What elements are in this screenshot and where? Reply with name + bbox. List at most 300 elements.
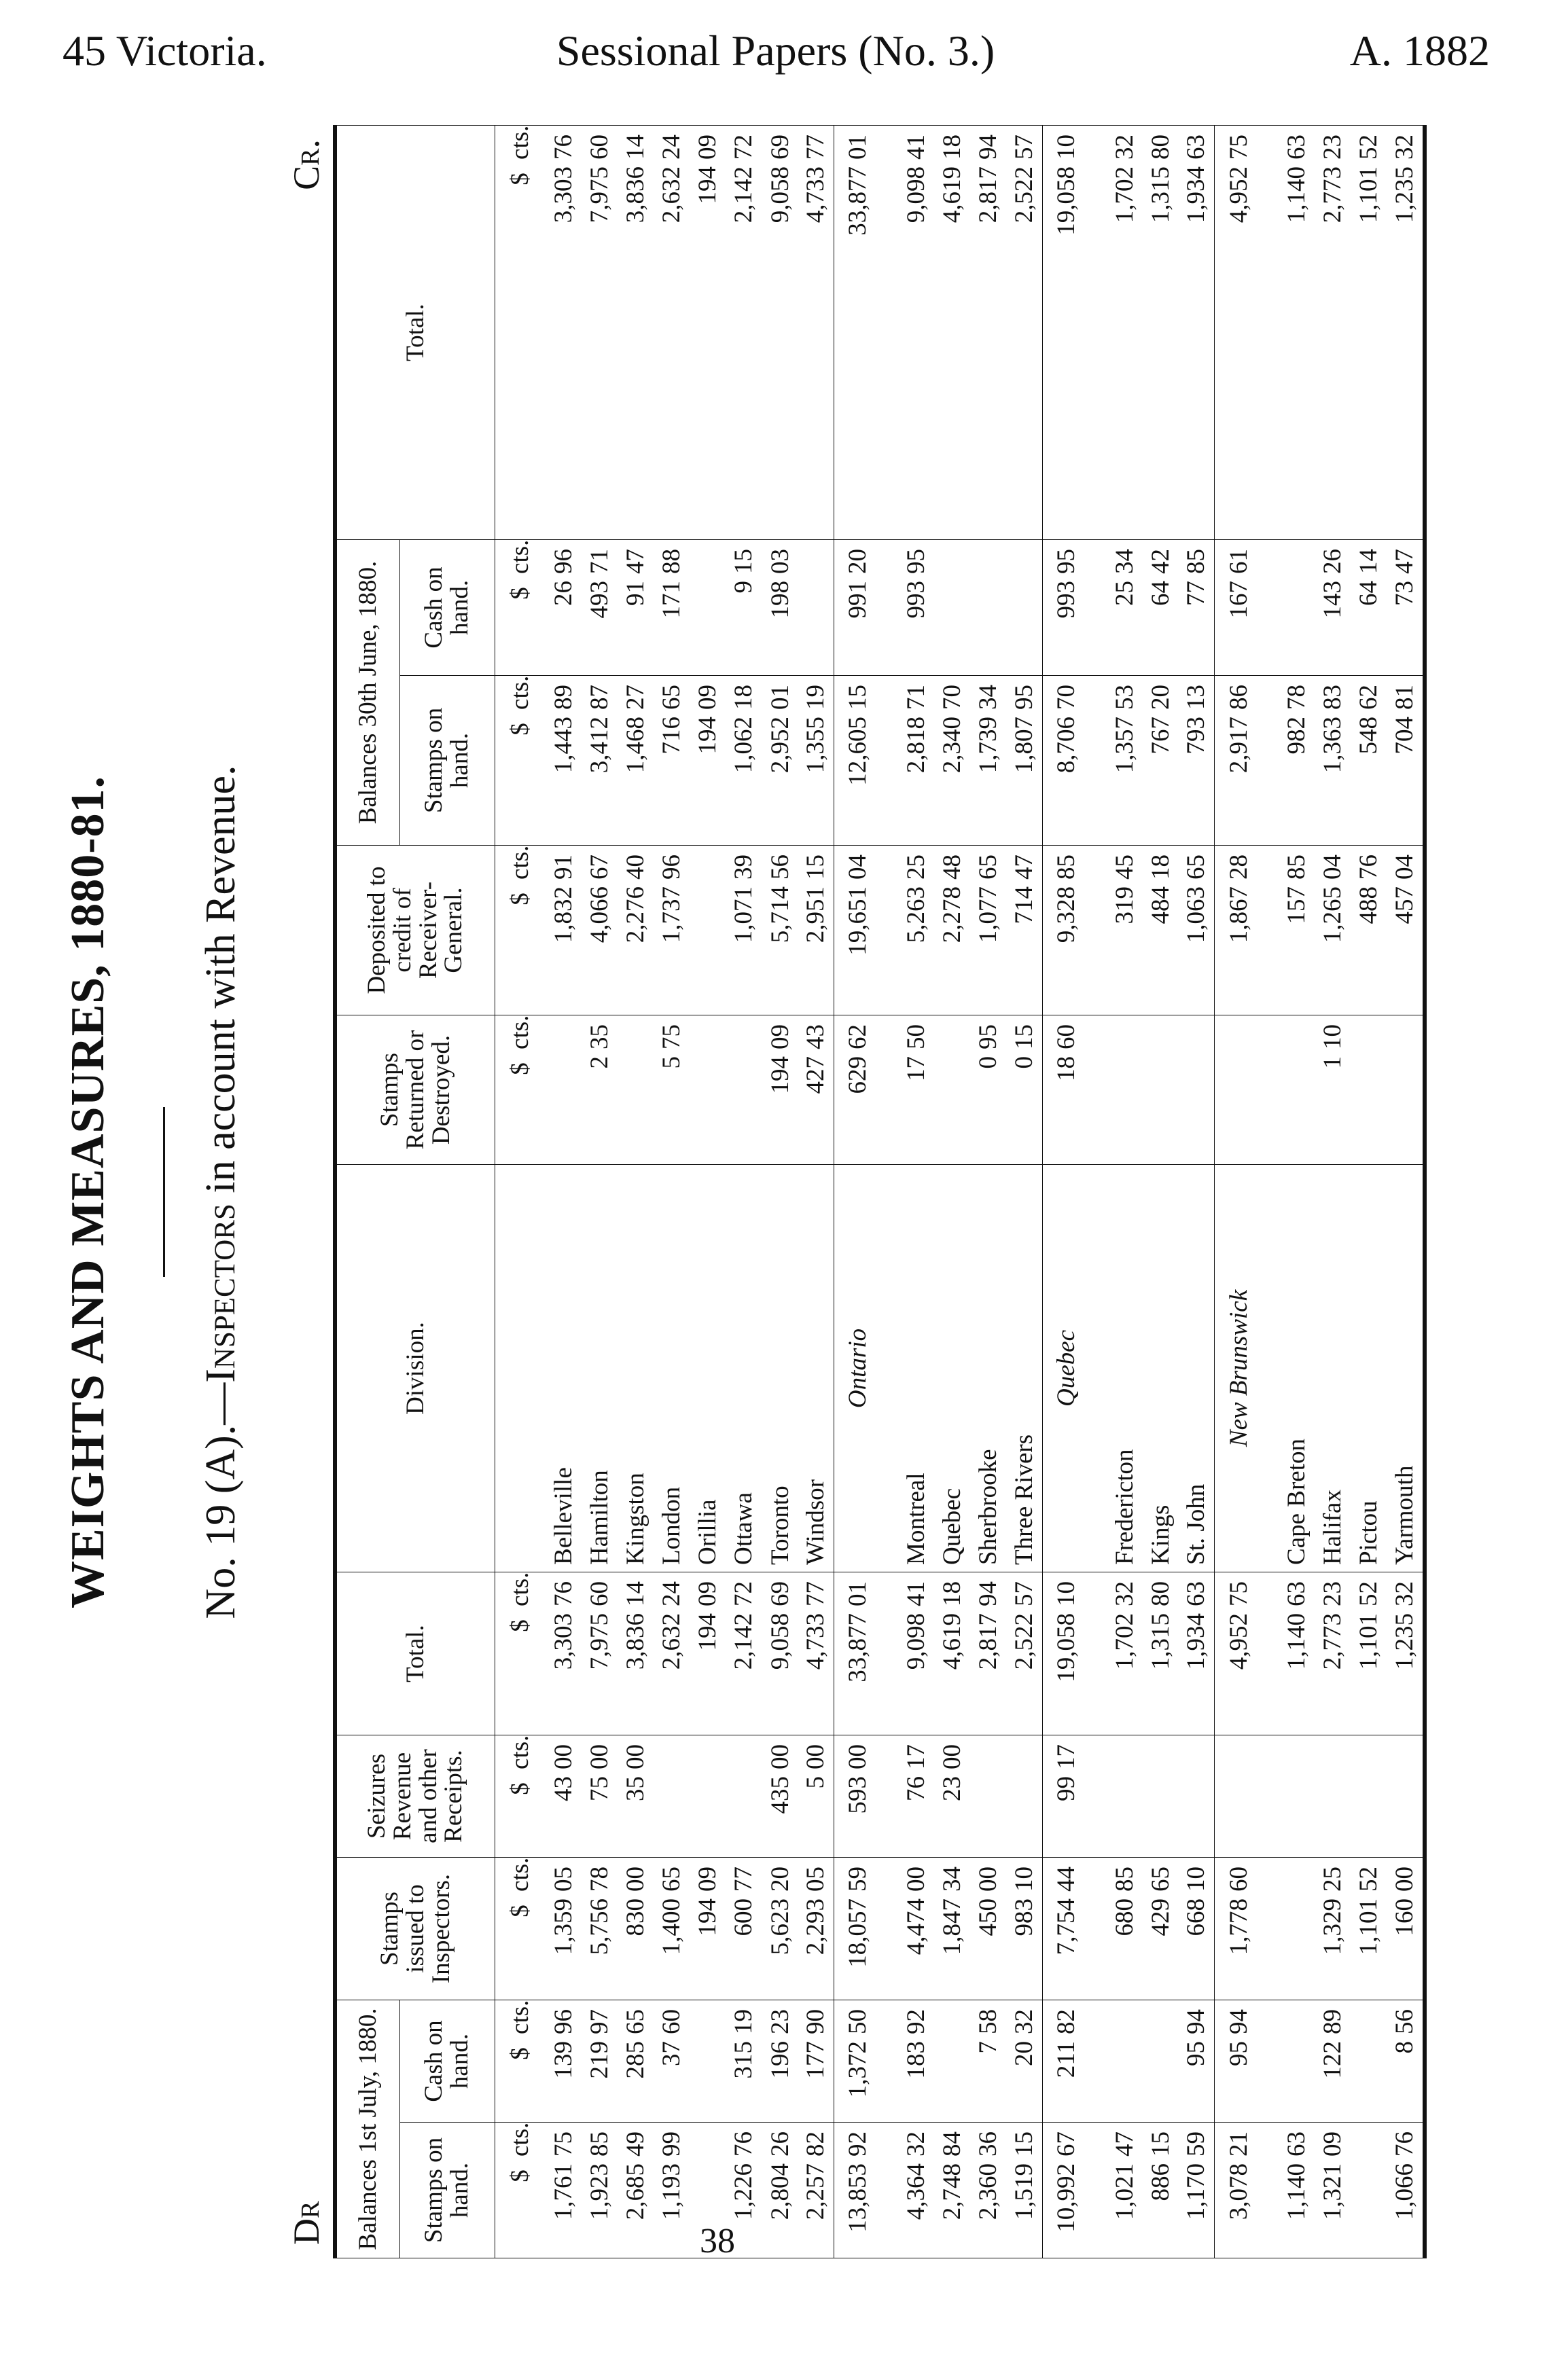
dollars: 488 [1355, 886, 1383, 924]
dollars: 1,140 [1283, 2163, 1311, 2220]
amount-cell [834, 539, 882, 675]
cents: 85 [586, 2131, 613, 2157]
dollars: 2,340 [938, 716, 967, 774]
dollars: 4,474 [902, 1898, 930, 1955]
amount-cell [834, 675, 882, 845]
amount-cell [1215, 675, 1262, 845]
cents: 15 [1010, 2131, 1038, 2157]
credit-label: Cr. [286, 139, 327, 190]
table-row [1106, 125, 1142, 2258]
amount-cell [1179, 2000, 1215, 2122]
dollars: 1,063 [1182, 886, 1211, 943]
dollars: 1,359 [549, 1898, 577, 1955]
cents: 47 [1010, 854, 1038, 880]
dollars: 285 [622, 2040, 650, 2079]
amount-cell [1006, 845, 1042, 1015]
dollars: 2,773 [1319, 166, 1347, 223]
division-cell: Belleville [546, 1164, 582, 1572]
cents: 09 [694, 1581, 722, 1606]
amount-cell [1143, 1015, 1179, 1164]
spacer-row [1262, 125, 1279, 2258]
amount-cell [618, 1735, 654, 1857]
amount-cell [1279, 2000, 1315, 2122]
dollars: 1,737 [658, 886, 686, 943]
inspectors-revenue-table [333, 125, 1427, 2258]
cents: 05 [549, 1866, 577, 1892]
amount-cell [1042, 1572, 1090, 1735]
dollars: 1,140 [1283, 1612, 1311, 1670]
amount-cell [1315, 539, 1351, 675]
cents: 17 [1052, 1744, 1081, 1769]
dollars: 1,934 [1182, 1612, 1211, 1670]
amount-cell [1315, 845, 1351, 1015]
dollars: 1,062 [730, 716, 758, 774]
cents: 10 [1319, 1024, 1347, 1049]
amount-cell [762, 125, 798, 539]
dollars: 3,078 [1224, 2163, 1253, 2220]
cents: 20 [766, 1866, 794, 1892]
header-stamps-returned: Stamps Returned or Destroyed. [335, 1015, 495, 1164]
cents: 56 [766, 854, 794, 880]
dollars: 668 [1182, 1898, 1211, 1936]
amount-cell [618, 845, 654, 1015]
dollars: 629 [844, 1056, 872, 1094]
header-cash-on-hand: Cash on hand. [399, 2000, 495, 2122]
dollars: 2,632 [658, 166, 686, 223]
amount-cell [1387, 1735, 1425, 1857]
cents: 10 [1052, 1581, 1081, 1606]
cents: 23 [766, 2008, 794, 2034]
amount-cell [1179, 1857, 1215, 2000]
header-division: Division. [335, 1164, 495, 1572]
cents: 09 [1319, 2131, 1347, 2157]
amount-cell [1179, 675, 1215, 845]
dollars: 19,058 [1052, 1612, 1081, 1682]
amount-cell [1179, 1015, 1215, 1164]
dollars: 4,733 [802, 166, 830, 223]
division-cell: London [654, 1164, 690, 1572]
amount-cell [1006, 1015, 1042, 1164]
cents: 00 [844, 1744, 872, 1769]
cents: 70 [1052, 684, 1081, 710]
cents: 44 [1052, 1866, 1081, 1892]
amount-cell [1315, 2000, 1351, 2122]
dollars: 8 [1391, 2040, 1419, 2054]
cents: 24 [658, 134, 686, 160]
dollars: 1,400 [658, 1898, 686, 1955]
dollars: 2,522 [1010, 1612, 1038, 1670]
amount-cell [1315, 2123, 1351, 2258]
dollars: 2,748 [938, 2163, 967, 2220]
amount-cell [1279, 845, 1315, 1015]
dollars: 4,619 [938, 166, 967, 223]
dollars: 1,329 [1319, 1898, 1347, 1955]
table-row [546, 125, 582, 2258]
amount-cell [1179, 1572, 1215, 1735]
cents: 80 [1146, 134, 1175, 160]
amount-cell [1042, 1015, 1090, 1164]
dollars: 7,754 [1052, 1898, 1081, 1955]
cents: 34 [974, 684, 1003, 710]
dollars: 194 [694, 166, 722, 204]
cents: 45 [1110, 854, 1139, 880]
cents: 77 [802, 1581, 830, 1606]
amount-cell [1351, 1015, 1387, 1164]
amount-cell [1042, 125, 1090, 539]
dollars: 33,877 [844, 1612, 872, 1682]
cents: 95 [1052, 548, 1081, 574]
dollars: 7 [974, 2040, 1003, 2054]
amount-cell [1215, 2123, 1262, 2258]
division-cell: Kingston [618, 1164, 654, 1572]
amount-cell [618, 539, 654, 675]
amount-cell [798, 2123, 834, 2258]
amount-cell [762, 675, 798, 845]
dollars: 1,235 [1391, 166, 1419, 223]
dollars: 9,058 [766, 166, 794, 223]
cents: 35 [586, 1024, 613, 1049]
amount-cell [970, 1015, 1006, 1164]
division-cell: Halifax [1315, 1164, 1351, 1572]
dollars: 457 [1391, 886, 1419, 924]
dollars: 194 [694, 716, 722, 755]
amount-cell [690, 2000, 726, 2122]
dollars: 19,651 [844, 886, 872, 956]
dollars: 484 [1146, 886, 1175, 924]
amount-cell [1351, 1857, 1387, 2000]
dollars: 1,702 [1110, 1612, 1139, 1670]
cents: 97 [586, 2008, 613, 2034]
amount-cell [1006, 675, 1042, 845]
cents: 00 [902, 1866, 930, 1892]
table-row [654, 125, 690, 2258]
dollars: 3,836 [622, 1612, 650, 1670]
cents: 89 [549, 684, 577, 710]
amount-cell [834, 2000, 882, 2122]
cents: 18 [938, 134, 967, 160]
dollars: 2,278 [938, 886, 967, 943]
cents: 03 [766, 548, 794, 574]
amount-cell [934, 2000, 970, 2122]
table-row [970, 125, 1006, 2258]
cents: 69 [766, 1581, 794, 1606]
amount-cell [970, 125, 1006, 539]
header-total-dr: Total. [335, 1572, 495, 1735]
amount-cell [934, 125, 970, 539]
cents: 49 [622, 2131, 650, 2157]
dollars: 1,778 [1224, 1898, 1253, 1955]
cents: 95 [974, 1024, 1003, 1049]
amount-cell [898, 2000, 934, 2122]
amount-cell [1215, 845, 1262, 1015]
dollars: 427 [802, 1056, 830, 1094]
cents: 76 [1355, 854, 1383, 880]
cents: 15 [844, 684, 872, 710]
amount-cell [1279, 1015, 1315, 1164]
cents: 63 [1283, 2131, 1311, 2157]
cents: 67 [586, 854, 613, 880]
amount-cell [834, 1572, 882, 1735]
amount-cell [934, 675, 970, 845]
dollars: 1,761 [549, 2163, 577, 2220]
amount-cell [654, 845, 690, 1015]
cents: 52 [1355, 1581, 1383, 1606]
dollars: 983 [1010, 1898, 1038, 1936]
cents: 26 [1319, 548, 1347, 574]
dollars: 1,077 [974, 886, 1003, 943]
amount-cell [546, 845, 582, 1015]
dollars: 1,226 [730, 2163, 758, 2220]
dollars: 2,257 [802, 2163, 830, 2220]
cents: 32 [1110, 134, 1139, 160]
amount-cell [1006, 2123, 1042, 2258]
table-row [1387, 125, 1425, 2258]
dollars: 5,623 [766, 1898, 794, 1955]
dollars: 1,443 [549, 716, 577, 774]
amount-cell [934, 845, 970, 1015]
cents: 60 [1224, 1866, 1253, 1892]
dollars: 680 [1110, 1898, 1139, 1936]
cents: 76 [549, 1581, 577, 1606]
amount-cell [898, 1015, 934, 1164]
dollars: 7,975 [586, 166, 613, 223]
cents: 00 [766, 1744, 794, 1769]
amount-cell [1106, 1857, 1142, 2000]
cents: 56 [1391, 2008, 1419, 2034]
division-cell: Hamilton [582, 1164, 618, 1572]
amount-cell [1143, 2123, 1179, 2258]
dollars: 64 [1355, 580, 1383, 606]
dollars: 716 [658, 716, 686, 755]
rotated-table-page [61, 126, 1440, 2258]
dollars: 4,952 [1224, 166, 1253, 223]
cents: 84 [938, 2131, 967, 2157]
cents: 32 [1110, 1581, 1139, 1606]
header-total-cr: Total. [335, 125, 495, 539]
cents: 61 [1224, 548, 1253, 574]
amount-cell [618, 125, 654, 539]
cents: 85 [1283, 854, 1311, 880]
dollars: 1,702 [1110, 166, 1139, 223]
dollars: 2,773 [1319, 1612, 1347, 1670]
amount-cell [690, 125, 726, 539]
dollars: 1,519 [1010, 2163, 1038, 2220]
dollars: 450 [974, 1898, 1003, 1936]
dollars: 18,057 [844, 1898, 872, 1968]
amount-cell [1106, 539, 1142, 675]
cents: 85 [1052, 854, 1081, 880]
dollars: 1,832 [549, 886, 577, 943]
division-cell: Cape Breton [1279, 1164, 1315, 1572]
amount-cell [898, 539, 934, 675]
amount-cell [546, 125, 582, 539]
amount-cell [1387, 2123, 1425, 2258]
amount-cell [654, 125, 690, 539]
dollars: 1,315 [1146, 1612, 1175, 1670]
running-head-year: A. 1882 [1349, 26, 1490, 75]
amount-cell [1215, 1572, 1262, 1735]
cents: 34 [1110, 548, 1139, 574]
amount-cell [618, 1572, 654, 1735]
dollars: 493 [586, 580, 613, 619]
dollars: 1,867 [1224, 886, 1253, 943]
amount-cell [726, 1015, 762, 1164]
division-cell: Kings [1143, 1164, 1179, 1572]
dollars: 99 [1052, 1775, 1081, 1801]
amount-cell [1143, 845, 1179, 1015]
amount-cell [798, 1572, 834, 1735]
amount-cell [898, 1735, 934, 1857]
header-cash-on-hand: Cash on hand. [399, 539, 495, 675]
amount-cell [834, 125, 882, 539]
cents: 18 [938, 1581, 967, 1606]
division-cell: Sherbrooke [970, 1164, 1006, 1572]
amount-cell [834, 1857, 882, 2000]
cents: 09 [694, 1866, 722, 1892]
cents: 09 [694, 134, 722, 160]
amount-cell [654, 2123, 690, 2258]
dollars: 2,952 [766, 716, 794, 774]
amount-cell [762, 1015, 798, 1164]
table-row [1279, 125, 1315, 2258]
dollars: 177 [802, 2040, 830, 2079]
cents: 19 [802, 684, 830, 710]
amount-cell [1143, 2000, 1179, 2122]
amount-cell [1315, 1735, 1351, 1857]
dollars: 5,263 [902, 886, 930, 943]
cents: 20 [844, 548, 872, 574]
cents: 86 [1224, 684, 1253, 710]
cents: 89 [1319, 2008, 1347, 2034]
amount-cell [834, 845, 882, 1015]
amount-cell [1106, 675, 1142, 845]
dollars: 7,975 [586, 1612, 613, 1670]
dollars: 139 [549, 2040, 577, 2079]
dollars: 3,303 [549, 1612, 577, 1670]
cents: 94 [1224, 2008, 1253, 2034]
cents: 71 [586, 548, 613, 574]
amount-cell [1143, 1735, 1179, 1857]
cents: 59 [844, 1866, 872, 1892]
cents: 76 [730, 2131, 758, 2157]
cents: 58 [974, 2008, 1003, 2034]
dollars: 1,265 [1319, 886, 1347, 943]
dollars: 1,923 [586, 2163, 613, 2220]
amount-cell [798, 2000, 834, 2122]
amount-cell [690, 1735, 726, 1857]
running-head-title: Sessional Papers (No. 3.) [556, 26, 995, 75]
amount-cell [1179, 539, 1215, 675]
amount-cell [618, 1857, 654, 2000]
cents: 50 [844, 2008, 872, 2034]
amount-cell [970, 2000, 1006, 2122]
dollars: 886 [1146, 2163, 1175, 2201]
dollars: 2,817 [974, 166, 1003, 223]
cents: 75 [549, 2131, 577, 2157]
dollars: 1,355 [802, 716, 830, 774]
amount-cell [1143, 539, 1179, 675]
amount-cell [970, 2123, 1006, 2258]
cents: 77 [730, 1866, 758, 1892]
debit-label: Dr [286, 2201, 327, 2245]
amount-cell [798, 845, 834, 1015]
amount-cell [970, 1735, 1006, 1857]
amount-cell [1279, 2123, 1315, 2258]
cents: 10 [1052, 134, 1081, 160]
dollars: 1,363 [1319, 716, 1347, 774]
table-row [1179, 125, 1215, 2258]
report-title: WEIGHTS AND MEASURES, 1880-81. [62, 776, 114, 1609]
cents: 43 [802, 1024, 830, 1049]
amount-cell [726, 125, 762, 539]
amount-cell [690, 845, 726, 1015]
amount-cell [1387, 2000, 1425, 2122]
cents: 00 [974, 1866, 1003, 1892]
dollars: 196 [766, 2040, 794, 2079]
amount-cell [654, 1015, 690, 1164]
cents: 53 [1110, 684, 1139, 710]
cents: 65 [658, 1866, 686, 1892]
dollars: 600 [730, 1898, 758, 1936]
cents: 15 [1146, 2131, 1175, 2157]
division-cell: Montreal [898, 1164, 934, 1572]
table-row [798, 125, 834, 2258]
dollars: 194 [694, 1612, 722, 1651]
amount-cell [1106, 2123, 1142, 2258]
cents: 32 [1391, 134, 1419, 160]
amount-cell [726, 1572, 762, 1735]
amount-cell [1042, 1857, 1090, 2000]
cents: 65 [622, 2008, 650, 2034]
dollars: 75 [586, 1775, 613, 1801]
amount-cell [582, 1015, 618, 1164]
amount-cell [726, 539, 762, 675]
division-cell: Toronto [762, 1164, 798, 1572]
amount-cell [1351, 1735, 1387, 1857]
cents: 34 [938, 1866, 967, 1892]
cents: 78 [586, 1866, 613, 1892]
amount-cell [1106, 1015, 1142, 1164]
dollars: 2 [586, 1056, 613, 1069]
dollars: 64 [1146, 580, 1175, 606]
dollars: 3,412 [586, 716, 613, 774]
division-cell: Orillia [690, 1164, 726, 1572]
table-row [1143, 125, 1179, 2258]
amount-cell [546, 1015, 582, 1164]
cents: 63 [1283, 134, 1311, 160]
cents: 75 [658, 1024, 686, 1049]
header-seizures: Seizures Revenue and other Receipts. [335, 1735, 495, 1857]
cents: 96 [658, 854, 686, 880]
dollars: 183 [902, 2040, 930, 2079]
dollars: 18 [1052, 1056, 1081, 1081]
amount-cell [934, 2123, 970, 2258]
spacer-row [882, 125, 898, 2258]
dollars: 5 [658, 1056, 686, 1069]
amount-cell [762, 1572, 798, 1735]
amount-cell [654, 675, 690, 845]
cents: 20 [1146, 684, 1175, 710]
page-number: 38 [700, 2222, 735, 2260]
cents: 47 [1110, 2131, 1139, 2157]
cents: 57 [1010, 134, 1038, 160]
dollars: 0 [1010, 1056, 1038, 1069]
cents: 00 [1391, 1866, 1419, 1892]
dollars: 37 [658, 2040, 686, 2066]
amount-cell [1387, 539, 1425, 675]
cents: 23 [1319, 1581, 1347, 1606]
cents: 83 [1319, 684, 1347, 710]
